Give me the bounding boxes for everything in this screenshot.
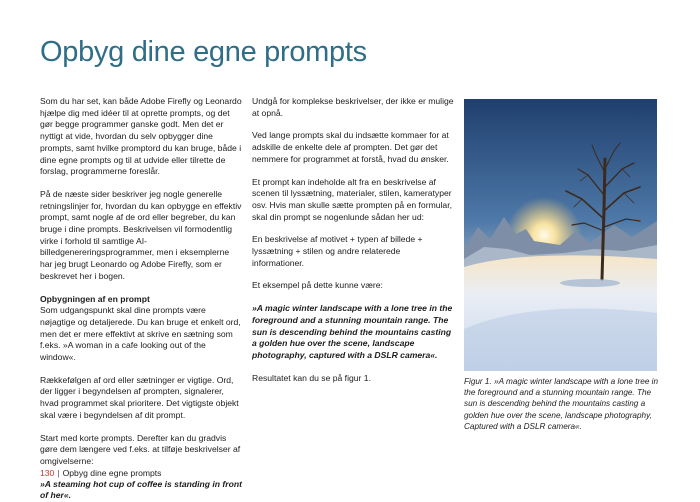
example-prompt: »A steaming hot cup of coffee is standing in front of her«. [40, 478, 242, 501]
paragraph: Som udgangspunkt skal dine prompts være nøjagtige og detaljerede. Du kan bruge et enkelt ord, men det er mere effektivt at skrive en sætning som f.eks. »A woman in a cafe looking out of the window«. [40, 305, 241, 363]
paragraph: Et eksempel på dette kunne være: [252, 280, 383, 291]
example-prompt: »A magic winter landscape with a lone tree in the foreground and a stunning mountain range. The sun is descending behind the mountains casting a golden hue over the scene, landscape photography, captured with a DSLR camera«. [252, 303, 453, 360]
tree-shadow [560, 279, 620, 287]
paragraph: Et prompt kan indeholde alt fra en beskrivelse af scenen til lyssætning, materialer, stilen, kameratyper osv. Hvis man skulle sætte prompten på en formular, skal din prompt se nogenlunde sådan her ud: [252, 176, 452, 222]
figure-caption: Figur 1. »A magic winter landscape with a lone tree in the foreground and a stunning mountain range. The sun is descending behind the mountains casting a golden hue over the scene, landscape photography, Captured with a DSLR camera«. [464, 377, 659, 431]
paragraph: Start med korte prompts. Derefter kan du gradvis gøre dem længere ved f.eks. at tilføje beskrivelser af omgivelserne: [40, 432, 241, 466]
left-column [40, 96, 242, 502]
footer-section-title: Opbyg dine egne prompts [62, 468, 162, 478]
footer-separator: | [57, 468, 60, 478]
paragraph: En beskrivelse af motivet + typen af billede + lyssætning + stilen og andre relaterede informationer. [252, 234, 423, 268]
paragraph: Som du har set, kan både Adobe Firefly og Leonardo hjælpe dig med idéer til at oprette prompts, og det gør begge programmer ganske godt. Men det er nyttigt at vide, hvordan du selv opbygger dine prompts, samt hvilke promptord du kan bruge, både i dine egne prompts og til at udvide eller tilrette de forslag, programmerne foreslår. [40, 96, 242, 177]
figure-image [464, 99, 657, 371]
page-number: 130 [40, 468, 55, 478]
paragraph: Rækkefølgen af ord eller sætninger er vigtige. Ord, der ligger i begyndelsen af prompten, signalerer, hvad programmet skal prioritere. Det vigtigste objekt skal være i begyndelsen af dit prompt. [40, 374, 239, 420]
paragraph: På de næste sider beskriver jeg nogle generelle retningslinjer for, hvordan du kan opbygge en effektiv prompt, samt nogle af de ord eller begreber, du kan bruge i dine prompts. Beskrivelsen vil formodentlig virke i forhold til samtlige AI-billedgenereringsprogrammer, men i eksemplerne har jeg brugt Leonardo og Adobe Firefly, som er beskrevet her i bogen. [40, 188, 242, 281]
paragraph: Resultatet kan du se på figur 1. [252, 372, 371, 383]
paragraph: Undgå for komplekse beskrivelser, der ikke er mulige at opnå. [252, 96, 454, 118]
page-footer [40, 468, 161, 479]
middle-column [252, 96, 454, 395]
subheading: Opbygningen af en prompt [40, 293, 150, 304]
paragraph: Ved lange prompts skal du indsætte kommaer for at adskille de enkelte dele af prompten. Det gør det nemmere for programmet at forstå, hvad du ønsker. [252, 130, 449, 164]
page-title: Opbyg dine egne prompts [40, 36, 367, 68]
